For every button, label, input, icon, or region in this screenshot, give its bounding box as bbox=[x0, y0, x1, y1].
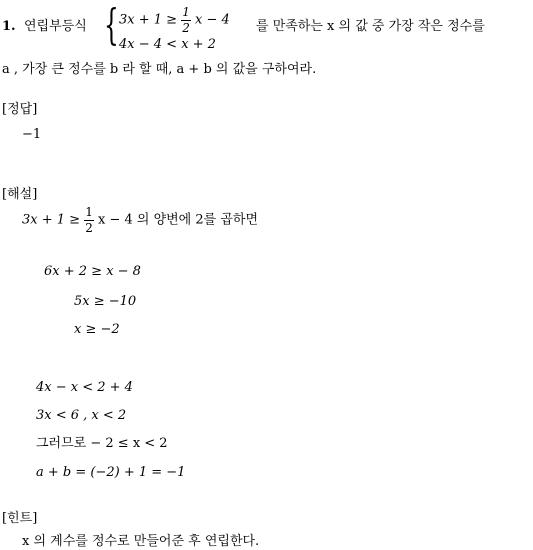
system-inequality-1: 3x + 1 ≥ $\frac{1}{2}$ x − 4 bbox=[119, 5, 230, 35]
hint-text: x 의 계수를 정수로 만들어준 후 연립한다. bbox=[22, 534, 260, 549]
equation-line-6: 그러므로 − 2 ≤ x < 2 bbox=[36, 436, 168, 451]
equation-line-5: 3x < 6 , x < 2 bbox=[36, 408, 127, 423]
problem-suffix: 를 만족하는 x 의 값 중 가장 작은 정수를 bbox=[256, 19, 485, 34]
solution-step-1: 3x + 1 ≥ $\frac{1}{2}$ x − 4 의 양변에 2를 곱하면 bbox=[22, 205, 259, 235]
equation-line-7: a + b = (−2) + 1 = −1 bbox=[36, 465, 186, 480]
fraction-one-half: $\frac{1}{2}$ bbox=[182, 5, 190, 35]
fraction-one-half: $\frac{1}{2}$ bbox=[85, 205, 93, 235]
equation-line-2: 5x ≥ −10 bbox=[74, 294, 137, 309]
solution-label: [해설] bbox=[2, 187, 38, 202]
problem-number: 1. bbox=[2, 19, 16, 34]
problem-prefix: 연립부등식 bbox=[24, 19, 87, 34]
answer-label: [정답] bbox=[2, 102, 38, 117]
system-inequality-2: 4x − 4 < x + 2 bbox=[119, 37, 216, 52]
system-brace: { bbox=[104, 0, 119, 49]
equation-line-3: x ≥ −2 bbox=[74, 322, 120, 337]
hint-label: [힌트] bbox=[2, 511, 38, 526]
answer-value: −1 bbox=[22, 127, 42, 142]
equation-line-4: 4x − x < 2 + 4 bbox=[36, 380, 133, 395]
equation-line-1: 6x + 2 ≥ x − 8 bbox=[44, 264, 141, 279]
problem-line-2: a , 가장 큰 정수를 b 라 할 때, a + b 의 값을 구하여라. bbox=[2, 62, 317, 77]
